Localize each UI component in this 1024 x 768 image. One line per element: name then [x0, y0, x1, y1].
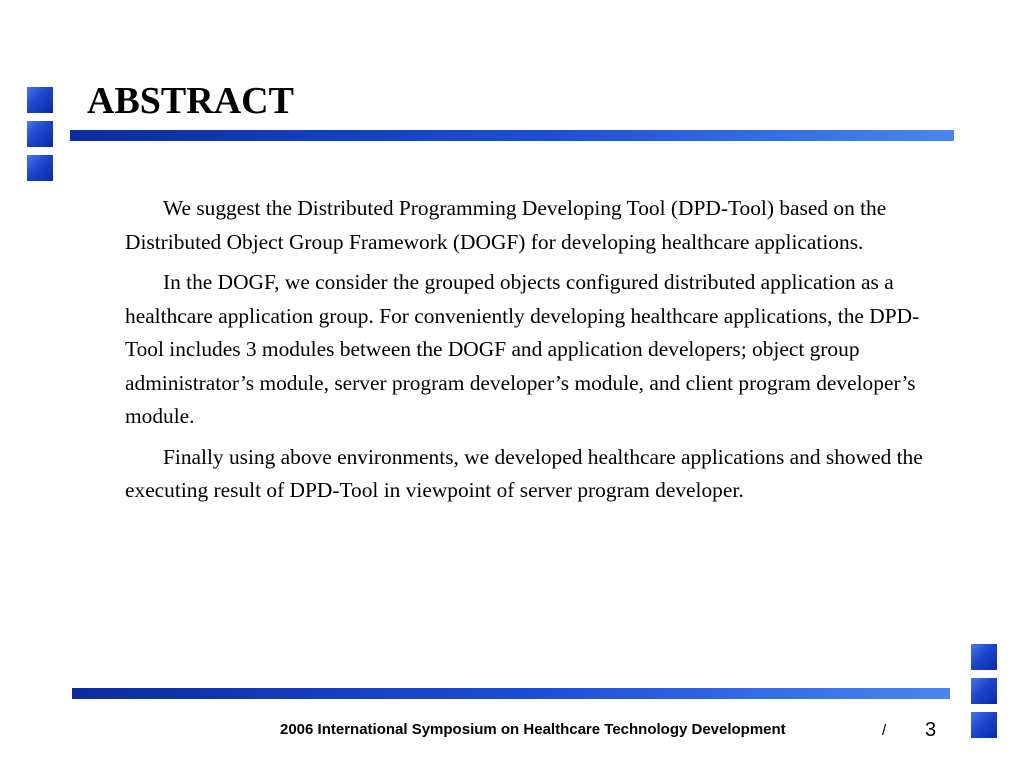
abstract-paragraph-2: In the DOGF, we consider the grouped objects configured distributed application as a healthcare application group. For conveniently developing healthcare applications, the DPD-Tool includes 3 modules between the DOGF and application developers; object group administrator’s module, server program developer’s module, and client program developer’s module.	[125, 270, 920, 428]
decor-square-bottom-2	[971, 678, 997, 704]
decor-square-top-1	[27, 87, 53, 113]
slide-title: ABSTRACT	[87, 80, 294, 122]
footer-separator: /	[882, 722, 887, 739]
decor-square-top-2	[27, 121, 53, 147]
footer-bar	[72, 688, 950, 699]
abstract-paragraph-3: Finally using above environments, we developed healthcare applications and showed the executing result of DPD-Tool in viewpoint of server program developer.	[125, 444, 923, 502]
footer-conference-title: 2006 International Symposium on Healthcare Technology Development	[280, 721, 786, 738]
decor-square-bottom-1	[971, 644, 997, 670]
decor-square-bottom-3	[971, 712, 997, 738]
abstract-paragraph-1: We suggest the Distributed Programming Developing Tool (DPD-Tool) based on the Distributed Object Group Framework (DOGF) for developing healthcare applications.	[125, 196, 887, 254]
decor-square-top-3	[27, 155, 53, 181]
page-number: 3	[925, 719, 937, 741]
abstract-body	[125, 192, 937, 515]
title-underline-bar	[70, 130, 954, 141]
